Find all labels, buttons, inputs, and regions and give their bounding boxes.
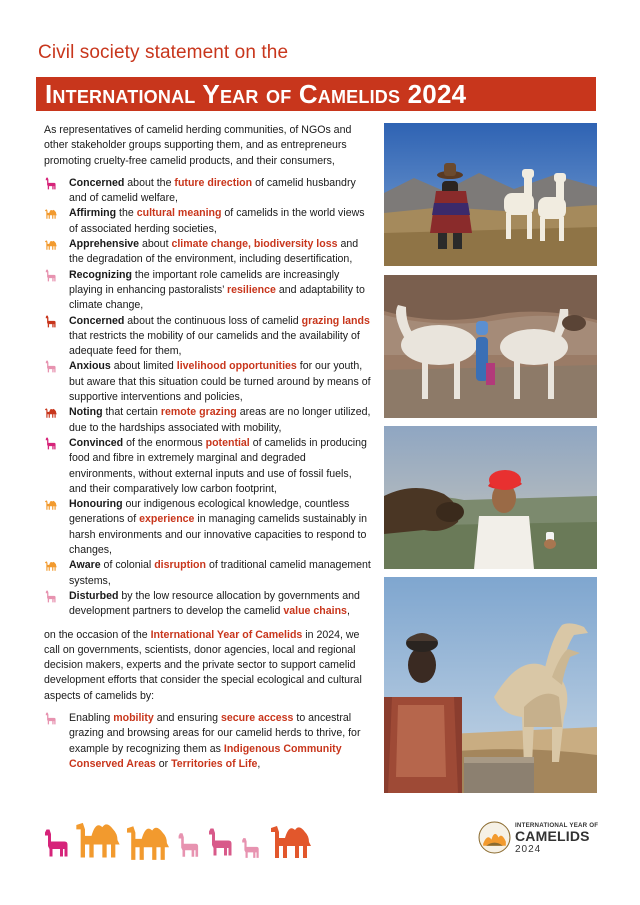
preamble-item (44, 589, 372, 620)
document-title: International Year of Camelids 2024 (45, 79, 467, 109)
text-run: on the occasion of the (44, 628, 151, 641)
photo-herder-with-dromedaries (384, 577, 597, 793)
highlight-text: future direction (174, 176, 253, 189)
title-banner (36, 77, 596, 111)
preamble-item (44, 558, 372, 589)
lead-word: Anxious (69, 360, 111, 373)
camel-icon-orange (44, 207, 58, 220)
text-run: and adaptability to climate change, (69, 283, 365, 312)
lead-word: Recognizing (69, 268, 132, 281)
preamble-item (44, 206, 372, 237)
text-run: by the low resource allocation by governments and development partners to develop the camelid (69, 589, 360, 618)
action-item-text (69, 711, 372, 772)
preamble-item (44, 176, 372, 207)
highlight-text: mobility (113, 711, 154, 724)
occasion-paragraph (44, 628, 372, 704)
text-run: of traditional camelid management systems, (69, 559, 371, 587)
highlight-text: livelihood opportunities (176, 360, 297, 373)
preamble-item (44, 359, 372, 405)
camel-icon-orange (44, 238, 58, 251)
highlight-text: grazing lands (301, 314, 370, 327)
highlight-text: secure access (220, 711, 294, 724)
lead-word: Noting (69, 406, 103, 419)
lead-word: Concerned (69, 314, 125, 327)
highlight-text: Indigenous Community Conserved Areas (69, 742, 342, 770)
text-run: in managing camelids sustainably in harsh environments and our innovative capacities to respond to changes, (69, 513, 367, 557)
llama-icon-pink (44, 360, 58, 373)
lead-word: Concerned (69, 176, 125, 189)
camel-silhouette-orange (76, 823, 119, 858)
llama-icon-pink (44, 712, 58, 725)
preamble-item-text (69, 405, 372, 436)
photo-herder-red-turban (384, 426, 597, 569)
text-run: for our youth, but aware that this situation could be turned around by means of supportive interventions and policies, (69, 360, 371, 404)
text-run: of camelids in producing food and fibre in extremely marginal and degraded environments, without external inputs and use of fossil fuels, and their comparatively low carbon footprint, (69, 436, 367, 495)
text-run: the (116, 207, 137, 220)
text-run: about (139, 238, 172, 251)
camel-icon-red (44, 406, 58, 419)
text-run: areas are no longer utilized, due to the hardships associated with mobility, (69, 406, 371, 434)
highlight-text: climate change, biodiversity loss (171, 238, 338, 251)
text-run: Enabling (69, 711, 114, 724)
camel-icon-orange (44, 498, 58, 511)
action-item (44, 711, 372, 772)
iyc-logo-mark (478, 821, 511, 854)
lead-word: Aware (69, 559, 101, 572)
lead-word: Honouring (69, 498, 123, 511)
statement-text (44, 123, 372, 772)
preamble-item-text (69, 558, 372, 589)
text-run: the important role camelids are increasingly playing in enhancing pastoralists’ (69, 268, 340, 296)
text-run: of camelid husbandry and of camelid welfare, (69, 176, 356, 205)
text-run: our indigenous ecological knowledge, countless generations of (69, 498, 350, 526)
logo-line-1: INTERNATIONAL YEAR OF (515, 822, 599, 829)
text-run: , (257, 757, 261, 770)
llama-icon-red (44, 315, 58, 328)
highlight-text: experience (139, 513, 195, 526)
llama-icon-magenta (44, 177, 58, 190)
photo-herder-with-alpacas (384, 123, 597, 266)
preamble-item-text (69, 589, 372, 620)
preamble-item-text (69, 237, 372, 268)
logo-line-3: 2024 (515, 844, 542, 855)
preamble-list (44, 176, 372, 620)
highlight-text: International Year of Camelids (150, 628, 303, 641)
footer-camelid-silhouettes (40, 812, 330, 862)
highlight-text: cultural meaning (136, 207, 222, 220)
camel-silhouette-orange-2 (127, 826, 169, 860)
text-run: to ancestral grazing and browsing areas for our camelid herds to thrive, for example by recognizing them as (69, 711, 361, 755)
lead-word: Apprehensive (69, 238, 140, 251)
photo-camels-rocky-landscape (384, 275, 597, 418)
preamble-item-text (69, 206, 372, 237)
logo-line-2: CAMELIDS (515, 828, 590, 844)
text-run: , (346, 605, 350, 618)
llama-silhouette-rose (209, 829, 232, 856)
lead-word: Convinced (69, 436, 124, 449)
preamble-item (44, 268, 372, 314)
highlight-text: resilience (227, 283, 276, 296)
iyc-2024-logo (478, 820, 608, 858)
llama-icon-pink (44, 590, 58, 603)
text-run: of camelids in the world views of associated herding societies, (69, 207, 365, 235)
preamble-item (44, 405, 372, 436)
lead-word: Disturbed (69, 589, 119, 602)
lead-word: Affirming (69, 207, 117, 220)
llama-icon-pink (44, 269, 58, 282)
llama-silhouette-pink-small (242, 838, 259, 858)
highlight-text: Territories of Life (171, 757, 258, 770)
preamble-item (44, 436, 372, 497)
llama-silhouette-magenta (45, 830, 68, 857)
preamble-item-text (69, 176, 372, 207)
document-subtitle: Civil society statement on the (38, 42, 289, 63)
highlight-text: disruption (154, 559, 206, 572)
preamble-item-text (69, 268, 372, 314)
preamble-item (44, 237, 372, 268)
text-run: and the degradation of the environment, including desertification, (69, 238, 359, 266)
preamble-item (44, 497, 372, 558)
text-run: of colonial (100, 559, 155, 572)
text-run: or (155, 757, 172, 770)
text-run: that certain (102, 406, 161, 419)
preamble-item-text (69, 314, 372, 360)
preamble-item (44, 314, 372, 360)
text-run: about the (124, 176, 175, 189)
camel-silhouette-red (271, 826, 311, 858)
preamble-item-text (69, 436, 372, 497)
highlight-text: potential (205, 436, 250, 449)
llama-silhouette-pink (179, 833, 199, 856)
text-run: and ensuring (153, 711, 221, 724)
highlight-text: remote grazing (160, 406, 237, 419)
text-run: that restricts the mobility of our camelids and the availability of adequate feed for them, (69, 329, 360, 358)
action-list (44, 711, 372, 772)
text-run: in 2024, we call on governments, scientists, donor agencies, local and regional decision makers, experts and the private sector to support camelid development efforts that consider the special ecological and cultural aspects of camelids by: (44, 628, 362, 702)
intro-paragraph: As representatives of camelid herding communities, of NGOs and other stakeholder groups supporting them, and as entrepreneurs promoting cruelty-free camelid products, and their consumers, (44, 124, 352, 167)
preamble-item-text (69, 497, 372, 558)
preamble-item-text (69, 359, 372, 405)
camel-icon-orange (44, 559, 58, 572)
text-run: of the enormous (123, 436, 206, 449)
highlight-text: value chains (283, 605, 347, 618)
text-run: about limited (110, 360, 177, 373)
text-run: about the continuous loss of camelid (124, 314, 302, 327)
llama-icon-magenta (44, 437, 58, 450)
